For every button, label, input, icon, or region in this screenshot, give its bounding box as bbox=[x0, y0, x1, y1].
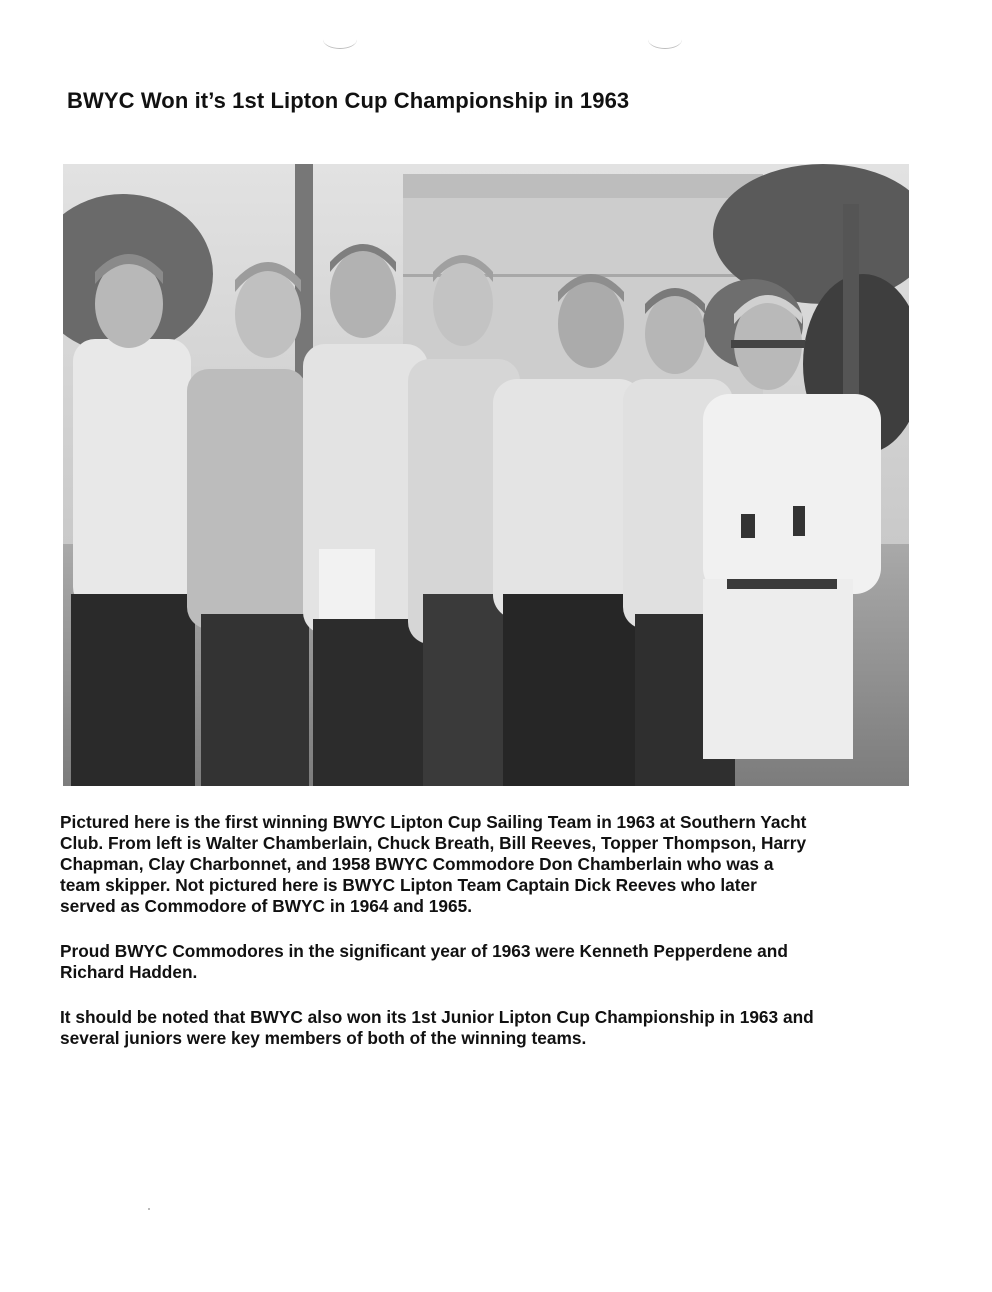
paragraph-line: several juniors were key members of both of the winning teams. bbox=[60, 1028, 587, 1048]
paragraph-junior-championship bbox=[60, 1007, 940, 1049]
paragraph-team-description bbox=[60, 812, 940, 917]
paragraph-line: Chapman, Clay Charbonnet, and 1958 BWYC Commodore Don Chamberlain who was a bbox=[60, 854, 774, 874]
punch-hole-mark-left bbox=[323, 30, 357, 49]
paragraph-line: Club. From left is Walter Chamberlain, Chuck Breath, Bill Reeves, Topper Thompson, Harry bbox=[60, 833, 807, 853]
paragraph-line: Proud BWYC Commodores in the significant year of 1963 were Kenneth Pepperdene and bbox=[60, 941, 788, 961]
scan-speck bbox=[148, 1208, 150, 1210]
paragraph-line: Richard Hadden. bbox=[60, 962, 198, 982]
paragraph-line: It should be noted that BWYC also won its 1st Junior Lipton Cup Championship in 1963 and bbox=[60, 1007, 814, 1027]
paragraph-line: team skipper. Not pictured here is BWYC Lipton Team Captain Dick Reeves who later bbox=[60, 875, 757, 895]
caption-text bbox=[60, 812, 940, 1073]
paragraph-commodores bbox=[60, 941, 940, 983]
paragraph-line: Pictured here is the first winning BWYC Lipton Cup Sailing Team in 1963 at Southern Yacht bbox=[60, 812, 807, 832]
punch-hole-mark-right bbox=[648, 30, 682, 49]
paragraph-line: served as Commodore of BWYC in 1964 and 1965. bbox=[60, 896, 473, 916]
page-title: BWYC Won it’s 1st Lipton Cup Championship in 1963 bbox=[67, 88, 630, 113]
team-photograph bbox=[63, 164, 909, 786]
